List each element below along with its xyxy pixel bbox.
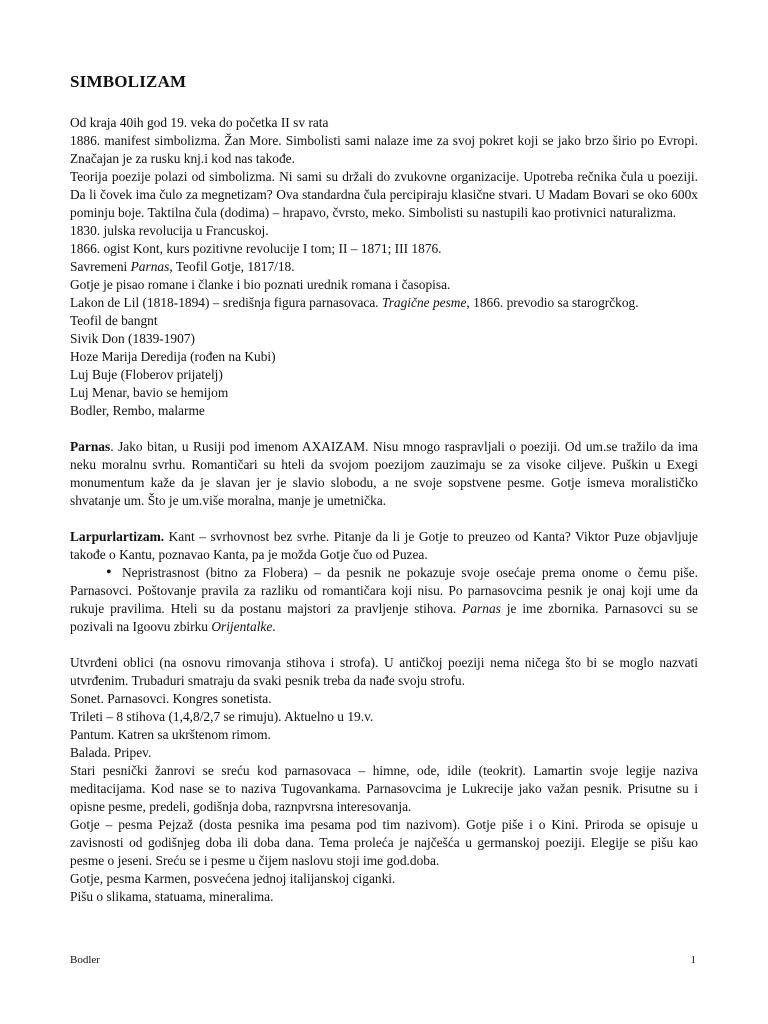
italic-title: Parnas (462, 601, 501, 616)
italic-title: Tragične pesme (381, 295, 467, 310)
document-page (70, 72, 698, 906)
paragraph-1830: 1830. julska revolucija u Francuskoj. (70, 223, 269, 238)
paragraph-trileti: Trileti – 8 stihova (1,4,8/2,7 se rimuju). Aktuelno u 19.v. (70, 709, 374, 724)
bullet-icon: • (106, 564, 112, 581)
name-line: Teofil de bangnt (70, 313, 158, 328)
italic-title: Orijentalke (211, 619, 273, 634)
paragraph-savremeni: Savremeni Parnas, Teofil Gotje, 1817/18. (70, 259, 295, 274)
paragraph-manifest: 1886. manifest simbolizma. Žan More. Simbolisti sami nalaze ime za svoj pokret koji se jako brzo širio po Evropi. Značajan je za rusku knj.i kod nas takođe. (70, 133, 698, 166)
paragraph-theory: Teorija poezije polazi od simbolizma. Ni sami su držali do zvukovne organizacije. Upotreba rečnika čula u poeziji. Da li čovek ima čulo za megnetizam? Ova standardna čula percipiraju klasične stvari. U Madam Bovari se oko 600x pominju boje. Taktilna čula (dodima) – hrapavo, čvrsto, meko. Simbolisti su nastupili kao protivnici naturalizma. (70, 169, 698, 220)
paragraph-balada: Balada. Pripev. (70, 745, 152, 760)
paragraph-forms: Utvrđeni oblici (na osnovu rimovanja stihova i strofa). U antičkoj poeziji nema ničega što bi se moglo nazvati utvrđenim. Trubaduri smatraju da svaki pesnik treba da nađe svoju strofu. (70, 655, 698, 688)
paragraph-gotje: Gotje je pisao romane i članke i bio poznati urednik romana i časopisa. (70, 277, 451, 292)
footer-author: Bodler (70, 954, 100, 966)
section-heading: Larpurlartizam. (70, 529, 165, 544)
paragraph-larpurlartizam: Larpurlartizam. Kant – svrhovnost bez svrhe. Pitanje da li je Gotje to preuzeo od Kanta? Viktor Puze objavljuje takođe o Kantu, poznavao Kanta, pa je možda Gotje čuo od Puzea. (70, 529, 698, 562)
name-line: Hoze Marija Deredija (rođen na Kubi) (70, 349, 276, 364)
paragraph-sonet: Sonet. Parnasovci. Kongres sonetista. (70, 691, 272, 706)
name-line: Luj Menar, bavio se hemijom (70, 385, 229, 400)
italic-title: Parnas (130, 259, 170, 274)
paragraph-pejzaz: Gotje – pesma Pejzaž (dosta pesnika ima pesama pod tim nazivom). Gotje piše i o Kini. Priroda se opisuje u zavisnosti od godišnjeg doba ili doba dana. Tema proleća je najčešća u germanskoj poeziji. Elegije se pišu kao pesme o jeseni. Sreću se i pesme u čijem naslovu stoji ime god.doba. (70, 817, 698, 868)
paragraph-period: Od kraja 40ih god 19. veka do početka II sv rata (70, 115, 329, 130)
name-line: Luj Buje (Floberov prijatelj) (70, 367, 223, 382)
paragraph-1866: 1866. ogist Kont, kurs pozitivne revolucije I tom; II – 1871; III 1876. (70, 241, 442, 256)
paragraph-genres: Stari pesnički žanrovi se sreću kod parnasovaca – himne, ode, idile (teokrit). Lamartin svoje legije naziva meditacijama. Kod nase se to naziva Tugovankama. Parnasovcima je Lukrecije jako važan pesnik. Prisutne su i opisne pesme, predeli, godišnja doba, raznpvrsna interesovanja. (70, 763, 698, 814)
name-line: Bodler, Rembo, malarme (70, 403, 205, 418)
paragraph-karmen: Gotje, pesma Karmen, posvećena jednoj italijanskoj ciganki. (70, 871, 396, 886)
list-item: • Nepristrasnost (bitno za Flobera) – da pesnik ne pokazuje svoje osećaje prema onome o čemu piše. Parnasovci. Poštovanje pravila za razliku od romantičara koji nisu. Po parnasovcima pesnik je onaj koji ume da rukuje pravilima. Hteli su da postanu majstori za pravljenje stihova. Parnas je ime zbornika. Parnasovci su se pozivali na Igoovu zbirku Orijentalke. (70, 564, 698, 634)
bullet-list (70, 564, 698, 636)
paragraph-lakon: Lakon de Lil (1818-1894) – središnja figura parnasovaca. Tragične pesme, 1866. prevodio sa starogrčkog. (70, 295, 639, 310)
section-heading: Parnas (70, 439, 111, 454)
document-title: SIMBOLIZAM (70, 72, 187, 91)
paragraph-slike: Pišu o slikama, statuama, mineralima. (70, 889, 274, 904)
name-line: Sivik Don (1839-1907) (70, 331, 195, 346)
paragraph-pantum: Pantum. Katren sa ukrštenom rimom. (70, 727, 271, 742)
page-number: 1 (690, 954, 696, 966)
paragraph-parnas: Parnas. Jako bitan, u Rusiji pod imenom AXAIZAM. Nisu mnogo raspravljali o poeziji. Od um.se tražilo da ima neku moralnu svrhu. Romantičari su hteli da svojom poezijom zauzimaju se za visoke ciljeve. Puškin u Exegi monumentum kaže da je slavan jer je slavio slobodu, a ne svoje sopstvene pesme. Gotje ismeva moralističko shvatanje um. Što je um.više moralna, manje je umetnička. (70, 439, 698, 508)
